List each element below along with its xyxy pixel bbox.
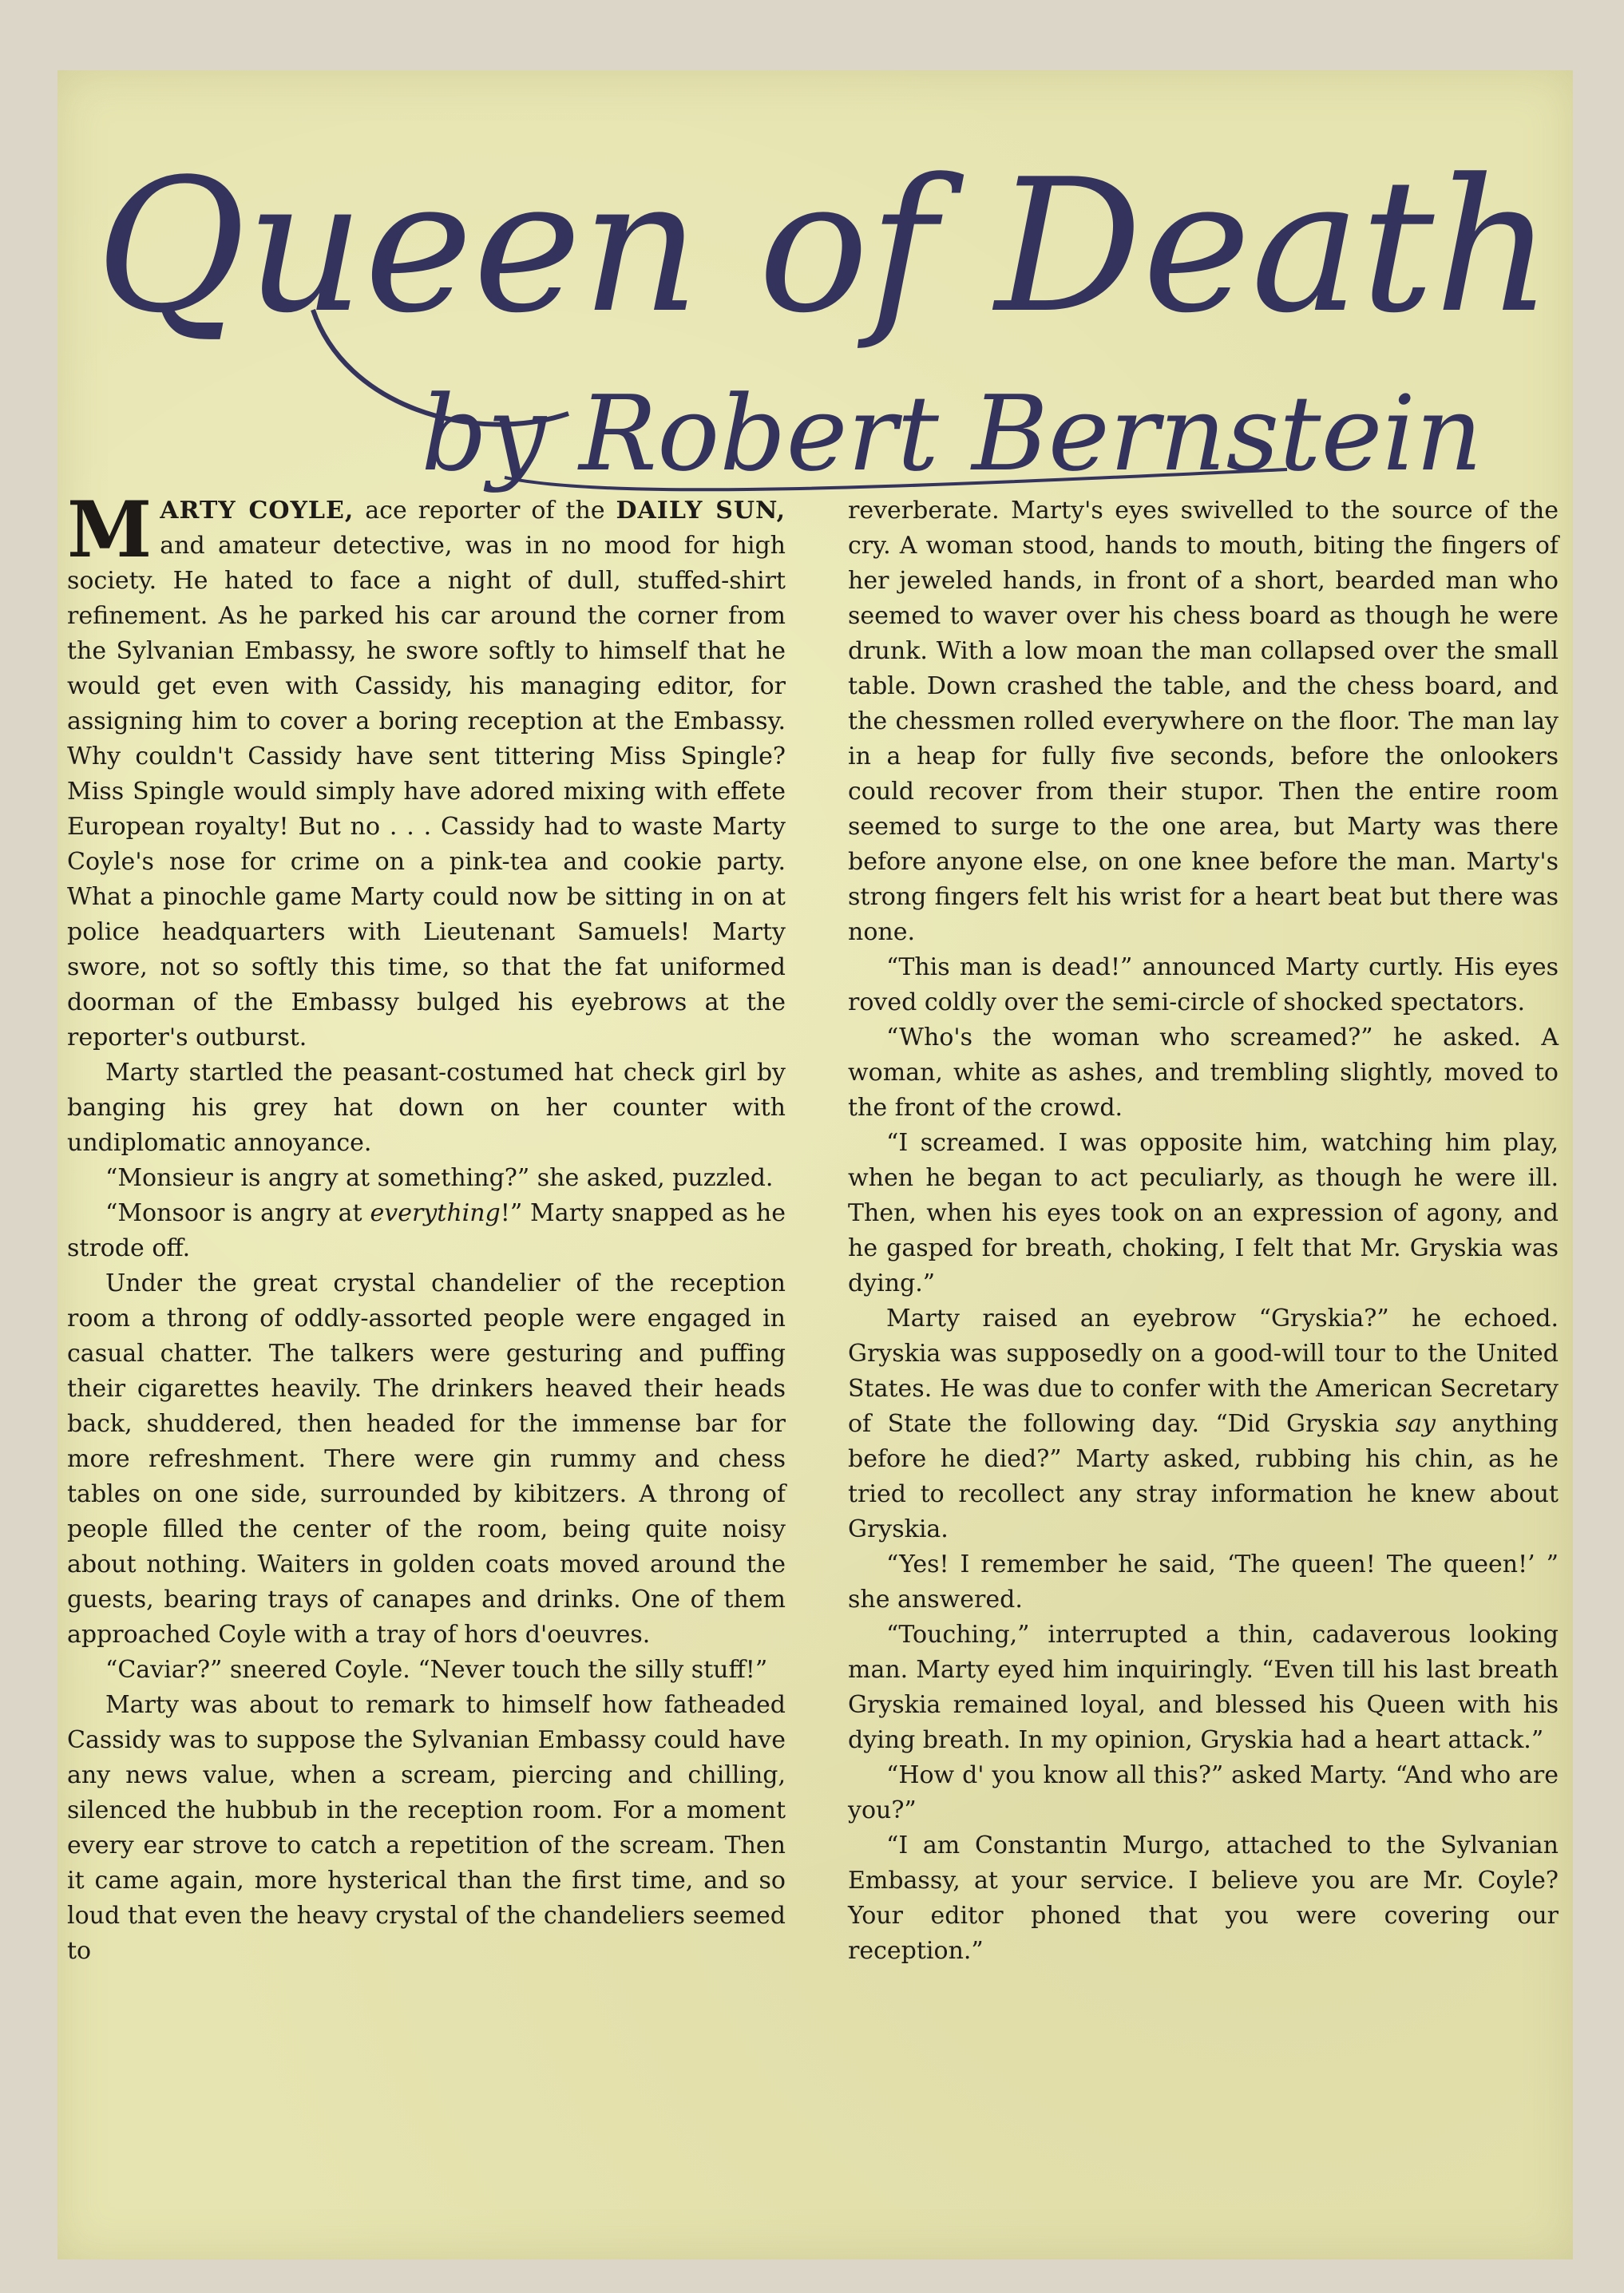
text-run: “Monsoor is angry at <box>105 1199 370 1227</box>
paragraph: “This man is dead!” announced Marty curtly. His eyes roved coldly over the semi-circle of shocked spectators. <box>848 953 1559 1016</box>
title-lettering <box>57 70 1573 517</box>
paragraph: reverberate. Marty's eyes swivelled to the source of the cry. A woman stood, hands to mouth, biting the fingers of her jeweled hands, in front of a short, bearded man who seemed to waver over his chess board as though he were drunk. With a low moan the man collapsed over the small table. Down crashed the table, and the chess board, and the chessmen rolled everywhere on the floor. The man lay in a heap for fully five seconds, before the onlookers could recover from their stupor. Then the entire room seemed to surge to the one area, but Marty was there before anyone else, on one knee before the man. Marty's strong fingers felt his wrist for a heart beat but there was none. <box>848 497 1559 946</box>
story-title: Queen of Death <box>95 141 1553 354</box>
paragraph <box>67 1196 786 1266</box>
paragraph: “Who's the woman who screamed?” he asked. A woman, white as ashes, and trembling slightly, moved to the front of the crowd. <box>848 1024 1559 1122</box>
paragraph: “I am Constantin Murgo, attached to the Sylvanian Embassy, at your service. I believe you are Mr. Coyle? Your editor phoned that you were covering our reception.” <box>848 1832 1559 1965</box>
opening-rest: and amateur detective, was in no mood for high society. He hated to face a night of dull, stuffed-shirt refinement. As he parked his car around the corner from the Sylvanian Embassy, he swore softly to himself that he would get even with Cassidy, his managing editor, for assigning him to cover a boring reception at the Embassy. Why couldn't Cassidy have sent tittering Miss Spingle? Miss Spingle would simply have adored mixing with effete European royalty! But no . . . Cassidy had to waste Marty Coyle's nose for crime on a pink-tea and cookie party. What a pinochle game Marty could now be sitting in on at police headquarters with Lieutenant Samuels! Marty swore, not so softly this time, so that the fat uniformed doorman of the Embassy bulged his eyebrows at the reporter's outburst. <box>67 532 786 1051</box>
newspaper-name: DAILY SUN, <box>616 497 786 525</box>
paragraph: “I screamed. I was opposite him, watching him play, when he began to act peculiarly, as though he were ill. Then, when his eyes took on an expression of agony, and he gasped for breath, choking, I felt that Mr. Gryskia was dying.” <box>848 1129 1559 1297</box>
paragraph: “Caviar?” sneered Coyle. “Never touch the silly stuff!” <box>105 1656 768 1684</box>
column-right <box>848 493 1559 1969</box>
paragraph: “How d' you know all this?” asked Marty. “And who are you?” <box>848 1761 1559 1824</box>
paragraph: “Yes! I remember he said, ‘The queen! The queen!’ ” she answered. <box>848 1550 1559 1614</box>
paragraph: “Touching,” interrupted a thin, cadaverous looking man. Marty eyed him inquiringly. “Even till his last breath Gryskia remained loyal, and blessed his Queen with his dying breath. In my opinion, Gryskia had a heart attack.” <box>848 1621 1559 1754</box>
drop-cap: M <box>67 485 152 575</box>
paragraph: “Monsieur is angry at something?” she asked, puzzled. <box>105 1164 774 1192</box>
paragraph-opening <box>67 485 786 1055</box>
paragraph: Under the great crystal chandelier of the reception room a throng of oddly-assorted people were engaged in casual chatter. The talkers were gesturing and puffing their cigarettes heavily. The drinkers heaved their heads back, shuddered, then headed for the immense bar for more refreshment. There were gin rummy and chess tables on one side, surrounded by kibitzers. A throng of people filled the center of the room, being quite noisy about nothing. Waiters in golden coats moved around the guests, bearing trays of canapes and drinks. One of them approached Coyle with a tray of hors d'oeuvres. <box>67 1269 786 1649</box>
paragraph: Marty startled the peasant-costumed hat check girl by banging his grey hat down on her counter with undiplomatic annoyance. <box>67 1059 786 1157</box>
story-page <box>57 70 1573 2259</box>
title-block <box>57 70 1573 517</box>
emphasis: everything <box>370 1199 501 1227</box>
story-byline: by Robert Bernstein <box>421 373 1483 494</box>
text-run: anything before he died?” Marty asked, rubbing his chin, as he tried to recollect any stray information he knew about Gryskia. <box>848 1410 1559 1543</box>
emphasis: say <box>1395 1410 1436 1438</box>
opening-text: ace reporter of the <box>354 497 605 525</box>
paragraph <box>848 1301 1559 1547</box>
column-left <box>67 485 786 1969</box>
opening-caps: ARTY COYLE, <box>160 497 355 525</box>
paragraph: Marty was about to remark to himself how fatheaded Cassidy was to suppose the Sylvanian Embassy could have any news value, when a scream, piercing and chilling, silenced the hubbub in the reception room. For a moment every ear strove to catch a repetition of the scream. Then it came again, more hysterical than the first time, and so loud that even the heavy crystal of the chandeliers seemed to <box>67 1691 786 1965</box>
text-run: Marty raised an eyebrow “Gryskia?” he echoed. Gryskia was supposedly on a good-will tour to the United States. He was due to confer with the American Secretary of State the following day. “Did Gryskia <box>848 1305 1559 1438</box>
text-run: !” Marty snapped as he strode off. <box>67 1199 786 1262</box>
